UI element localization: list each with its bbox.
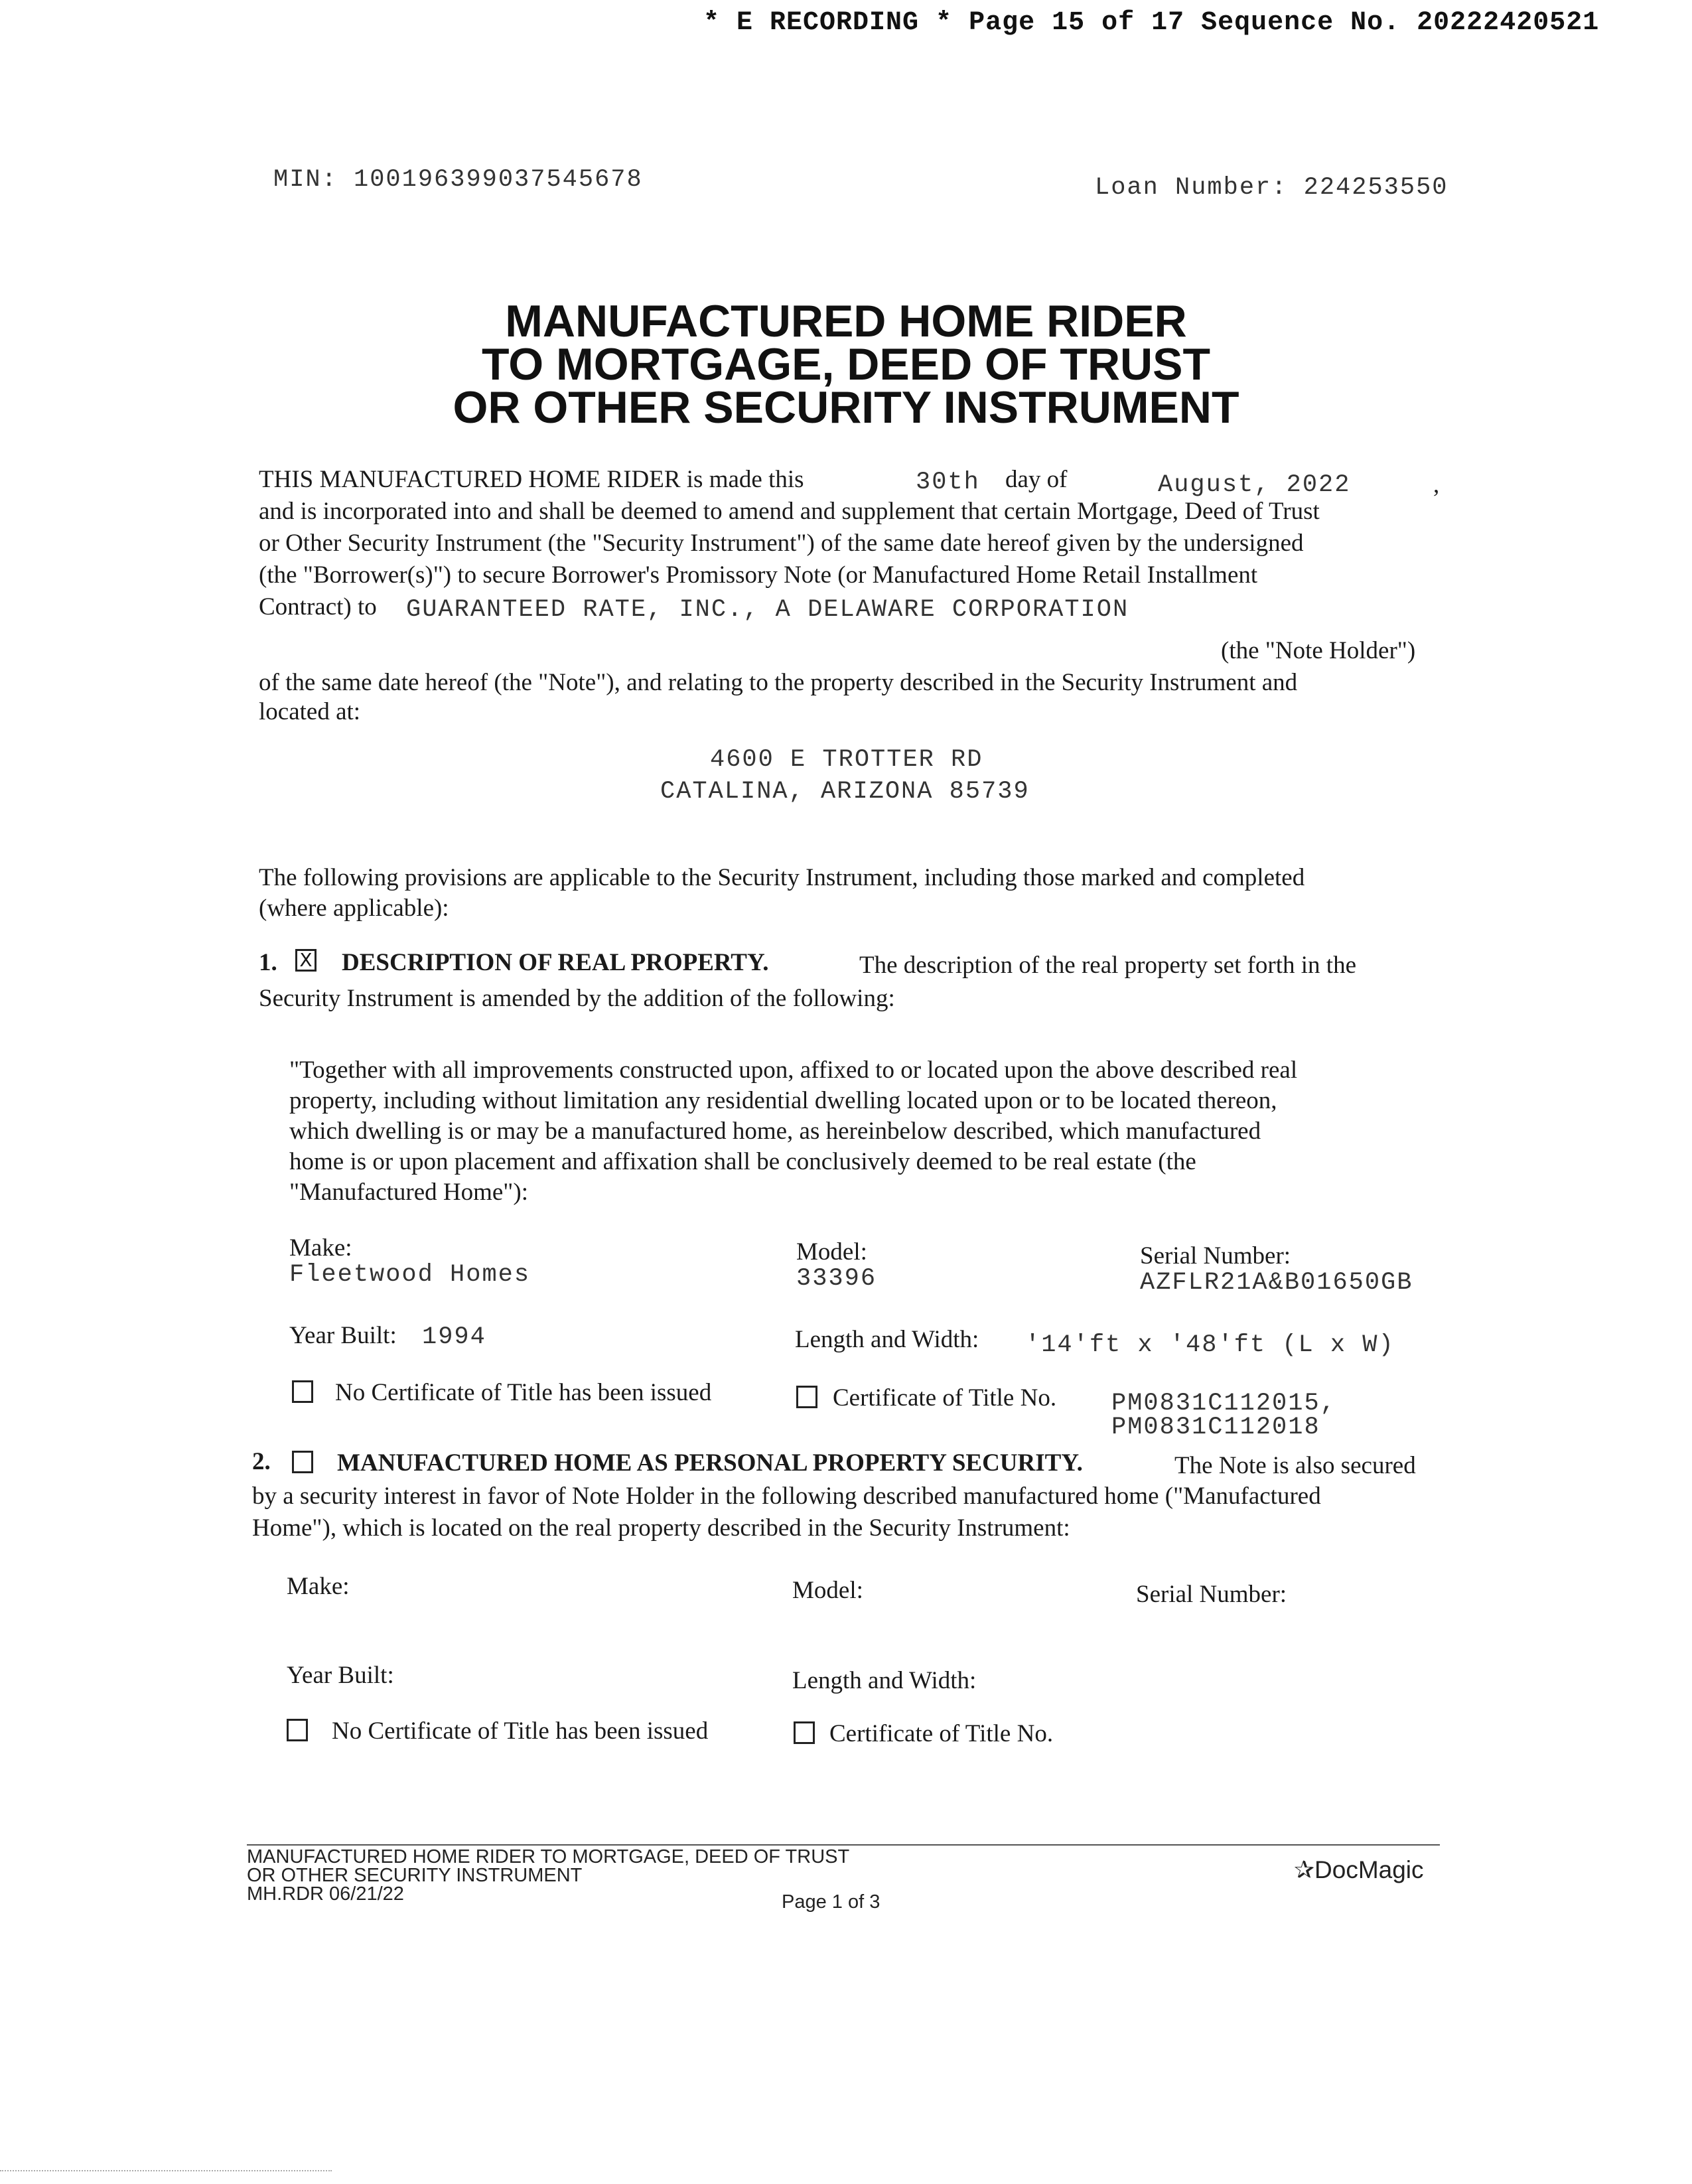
provisions-line-1: The following provisions are applicable to the Security Instrument, including those marked and completed: [259, 864, 1305, 891]
star-icon: ✰: [1294, 1856, 1315, 1883]
check-mark-icon: X: [299, 949, 313, 971]
section-1-heading: DESCRIPTION OF REAL PROPERTY.: [342, 949, 769, 976]
intro-day-of: day of: [1005, 466, 1068, 493]
section-2-heading: MANUFACTURED HOME AS PERSONAL PROPERTY SECURITY.: [337, 1449, 1083, 1477]
intro-line-7: of the same date hereof (the "Note"), and relating to the property described in the Security Instrument and: [259, 669, 1298, 696]
min-number: MIN: 100196399037545678: [273, 166, 643, 194]
section-2-certificate-checkbox[interactable]: [794, 1721, 815, 1744]
section-1-line-2: Security Instrument is amended by the addition of the following:: [259, 985, 895, 1012]
intro-day-value: 30th: [916, 469, 980, 496]
section-2-no-certificate-label: No Certificate of Title has been issued: [332, 1717, 709, 1745]
property-street: 4600 E TROTTER RD: [710, 746, 983, 774]
docmagic-logo-text: DocMagic: [1314, 1856, 1424, 1883]
section-1-serial-label: Serial Number:: [1140, 1242, 1291, 1270]
intro-line-8: located at:: [259, 698, 361, 725]
section-1-quote-line-3: which dwelling is or may be a manufactured home, as hereinbelow described, which manufactured: [289, 1118, 1261, 1145]
section-1-model-label: Model:: [796, 1238, 867, 1266]
scan-artifact-divider: [0, 2170, 332, 2171]
section-1-certificate-value-2: PM0831C112018: [1111, 1414, 1320, 1441]
section-2-line-2: by a security interest in favor of Note Holder in the following described manufactured home ("Manufactured: [252, 1483, 1321, 1510]
section-1-serial-value: AZFLR21A&B01650GB: [1140, 1269, 1413, 1297]
section-1-certificate-label: Certificate of Title No.: [833, 1384, 1057, 1412]
intro-line-4: (the "Borrower(s)") to secure Borrower's Promissory Note (or Manufactured Home Retail Installment: [259, 561, 1258, 589]
footer-form-title-line-1: MANUFACTURED HOME RIDER TO MORTGAGE, DEED OF TRUST: [247, 1846, 850, 1867]
footer-form-title-line-2: OR OTHER SECURITY INSTRUMENT: [247, 1865, 583, 1886]
intro-month-year: August, 2022: [1158, 471, 1351, 499]
section-1-length-value: '14'ft x '48'ft (L x W): [1025, 1331, 1395, 1359]
section-1-make-value: Fleetwood Homes: [289, 1261, 531, 1289]
section-1-quote-line-5: "Manufactured Home"):: [289, 1179, 528, 1206]
lender-name: GUARANTEED RATE, INC., A DELAWARE CORPORATION: [406, 596, 1129, 624]
intro-comma: ,: [1433, 471, 1440, 498]
intro-line-5-prefix: Contract) to: [259, 593, 377, 620]
section-1-certificate-checkbox[interactable]: [796, 1386, 817, 1408]
section-1-checkbox[interactable]: [295, 949, 317, 972]
intro-made-this: THIS MANUFACTURED HOME RIDER is made this: [259, 466, 804, 493]
section-1-quote-line-2: property, including without limitation any residential dwelling located upon or to be located thereon,: [289, 1087, 1277, 1114]
section-1-model-value: 33396: [796, 1265, 877, 1293]
section-1-quote-line-1: "Together with all improvements constructed upon, affixed to or located upon the above described real: [289, 1056, 1298, 1084]
document-title-line-1: MANUFACTURED HOME RIDER: [505, 296, 1187, 346]
section-2-checkbox[interactable]: [292, 1451, 313, 1473]
section-2-year-label: Year Built:: [287, 1662, 394, 1689]
section-2-make-label: Make:: [287, 1573, 350, 1600]
section-1-number: 1.: [259, 949, 277, 976]
section-1-year-label: Year Built:: [289, 1322, 397, 1349]
note-holder-label: (the "Note Holder"): [1221, 637, 1416, 664]
footer-page-number: Page 1 of 3: [782, 1891, 881, 1913]
section-1-text: The description of the real property set forth in the: [859, 952, 1356, 979]
section-2-no-certificate-checkbox[interactable]: [287, 1719, 308, 1741]
document-title-line-2: TO MORTGAGE, DEED OF TRUST: [481, 339, 1211, 390]
property-city-state-zip: CATALINA, ARIZONA 85739: [660, 778, 1030, 806]
intro-line-3: or Other Security Instrument (the "Security Instrument") of the same date hereof given by the undersigned: [259, 530, 1304, 557]
footer-rule: [247, 1844, 1440, 1846]
footer-form-code: MH.RDR 06/21/22: [247, 1883, 404, 1905]
section-2-number: 2.: [252, 1448, 271, 1475]
provisions-line-2: (where applicable):: [259, 895, 449, 922]
loan-number: Loan Number: 224253550: [1095, 174, 1448, 202]
section-1-no-certificate-label: No Certificate of Title has been issued: [335, 1379, 712, 1406]
document-title-line-3: OR OTHER SECURITY INSTRUMENT: [453, 382, 1239, 433]
section-2-model-label: Model:: [792, 1577, 863, 1604]
section-2-line-3: Home"), which is located on the real property described in the Security Instrument:: [252, 1514, 1070, 1542]
section-1-no-certificate-checkbox[interactable]: [292, 1380, 313, 1403]
section-1-length-label: Length and Width:: [795, 1326, 979, 1353]
intro-line-2: and is incorporated into and shall be deemed to amend and supplement that certain Mortgage, Deed of Trust: [259, 498, 1320, 525]
section-2-certificate-label: Certificate of Title No.: [829, 1720, 1054, 1747]
section-1-year-value: 1994: [422, 1323, 486, 1351]
section-2-text: The Note is also secured: [1174, 1452, 1416, 1479]
section-1-certificate-value-1: PM0831C112015,: [1111, 1390, 1336, 1418]
docmagic-logo: [1294, 1856, 1424, 1884]
recording-header: * E RECORDING * Page 15 of 17 Sequence No. 20222420521: [703, 8, 1600, 38]
section-1-quote-line-4: home is or upon placement and affixation shall be conclusively deemed to be real estate (the: [289, 1148, 1196, 1175]
section-2-serial-label: Serial Number:: [1136, 1581, 1287, 1608]
section-2-length-label: Length and Width:: [792, 1667, 977, 1694]
section-1-make-label: Make:: [289, 1234, 352, 1262]
